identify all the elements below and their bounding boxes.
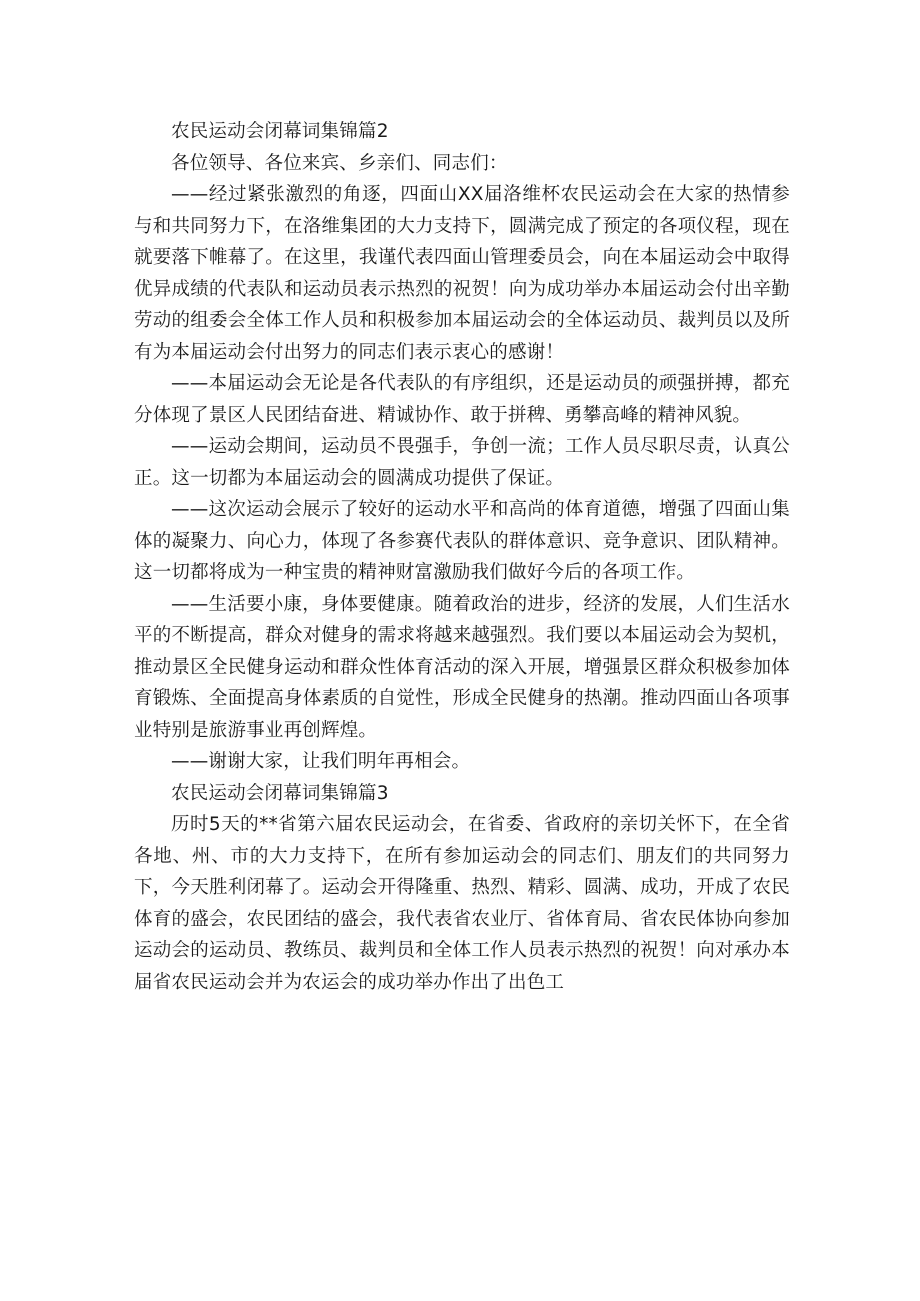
paragraph: ——生活要小康，身体要健康。随着政治的进步，经济的发展，人们生活水平的不断提高，群众对健身的需求将越来越强烈。我们要以本届运动会为契机，推动景区全民健身运动和群众性体育活动的深入开展，增强景区群众积极参加体育锻炼、全面提高身体素质的自觉性，形成全民健身的热潮。推动四面山各项事业特别是旅游事业再创辉煌。 — [134, 593, 790, 741]
paragraph: ——这次运动会展示了较好的运动水平和高尚的体育道德，增强了四面山集体的凝聚力、向心力，体现了各参赛代表队的群体意识、竞争意识、团队精神。这一切都将成为一种宝贵的精神财富激励我们做好今后的各项工作。 — [134, 499, 790, 583]
paragraph: ——运动会期间，运动员不畏强手，争创一流；工作人员尽职尽责，认真公正。这一切都为本届运动会的圆满成功提供了保证。 — [134, 436, 790, 489]
document-body — [134, 116, 790, 998]
section-heading-2: 农民运动会闭幕词集锦篇2 — [171, 121, 389, 142]
closing-line: ——谢谢大家，让我们明年再相会。 — [171, 751, 471, 772]
section-heading-3: 农民运动会闭幕词集锦篇3 — [171, 782, 389, 804]
salutation: 各位领导、各位来宾、乡亲们、同志们： — [171, 152, 508, 174]
paragraph: ——本届运动会无论是各代表队的有序组织，还是运动员的顽强拼搏，都充分体现了景区人民团结奋进、精诚协作、敢于拼稗、勇攀高峰的精神风貌。 — [134, 373, 790, 426]
paragraph: ——经过紧张激烈的角逐，四面山XX届洛维杯农民运动会在大家的热情参与和共同努力下，在洛维集团的大力支持下，圆满完成了预定的各项仪程，现在就要落下帷幕了。在这里，我谨代表四面山管理委员会，向在本届运动会中取得优异成绩的代表队和运动员表示热烈的祝贺！向为成功举办本届运动会付出辛勤劳动的组委会全体工作人员和积极参加本届运动会的全体运动员、裁判员以及所有为本届运动会付出努力的同志们表示衷心的感谢！ — [134, 184, 790, 363]
paragraph: 历时5天的**省第六届农民运动会，在省委、省政府的亲切关怀下，在全省各地、州、市的大力支持下，在所有参加运动会的同志们、朋友们的共同努力下，今天胜利闭幕了。运动会开得隆重、热烈、精彩、圆满、成功，开成了农民体育的盛会，农民团结的盛会，我代表省农业厅、省体育局、省农民体协向参加运动会的运动员、教练员、裁判员和全体工作人员表示热烈的祝贺！向对承办本届省农民运动会并为农运会的成功举办作出了出色工 — [134, 814, 790, 993]
